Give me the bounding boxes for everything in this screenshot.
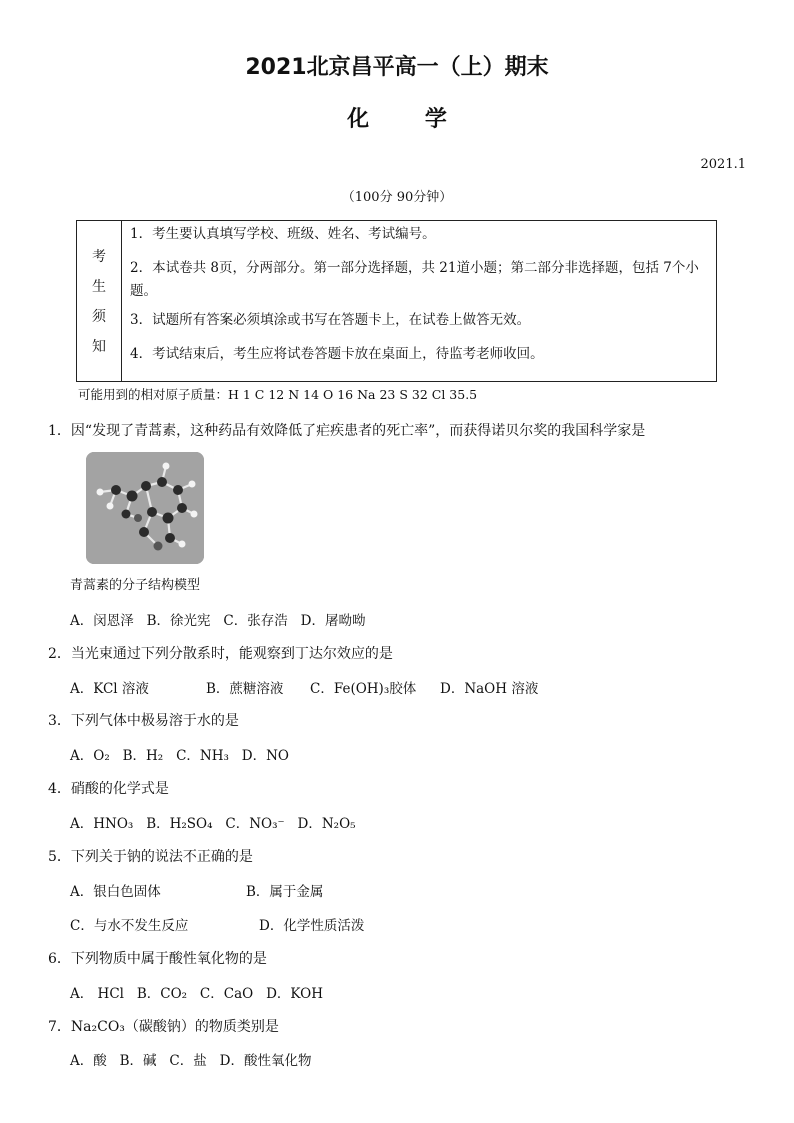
question-1-options: A．闵恩泽 B．徐光宪 C．张存浩 D．屠呦呦 bbox=[70, 613, 366, 629]
notice-item: 3．试题所有答案必须填涂或书写在答题卡上，在试卷上做答无效。 bbox=[130, 312, 531, 328]
notice-label-char: 须 bbox=[92, 309, 106, 325]
question-5-option-a: A．银白色固体 bbox=[70, 884, 161, 900]
subject-char-1: 化 bbox=[347, 107, 370, 132]
question-6-stem: 6．下列物质中属于酸性氧化物的是 bbox=[48, 951, 267, 967]
notice-label-char: 生 bbox=[92, 279, 106, 295]
notice-item: 2．本试卷共 8页，分两部分。第一部分选择题，共 21道小题；第二部分非选择题，包括 7个小题。 bbox=[130, 260, 699, 299]
notice-items bbox=[122, 221, 716, 381]
question-3-options: A．O₂ B．H₂ C．NH₃ D．NO bbox=[70, 748, 289, 764]
notice-item: 4．考试结束后，考生应将试卷答题卡放在桌面上，待监考老师收回。 bbox=[130, 346, 544, 362]
exam-date: 2021.1 bbox=[700, 157, 746, 172]
question-1-stem: 1．因“发现了青蒿素，这种药品有效降低了疟疾患者的死亡率”，而获得诺贝尔奖的我国科学家是 bbox=[48, 423, 646, 439]
molecule-model-drawing bbox=[86, 452, 204, 564]
question-2-option-a: A．KCl 溶液 bbox=[70, 681, 149, 697]
question-2-option-c: C．Fe(OH)₃胶体 bbox=[310, 681, 417, 697]
notice-box bbox=[76, 220, 717, 382]
question-5-option-c: C．与水不发生反应 bbox=[70, 918, 189, 934]
exam-title: 2021北京昌平高一（上）期末 bbox=[245, 55, 549, 80]
question-3-stem: 3．下列气体中极易溶于水的是 bbox=[48, 713, 239, 729]
notice-item: 1．考生要认真填写学校、班级、姓名、考试编号。 bbox=[130, 226, 436, 242]
question-6-options: A． HCl B．CO₂ C．CaO D．KOH bbox=[70, 986, 323, 1002]
question-2-option-d: D．NaOH 溶液 bbox=[440, 681, 539, 697]
notice-label-char: 考 bbox=[92, 249, 106, 265]
question-7-options: A．酸 B．碱 C．盐 D．酸性氧化物 bbox=[70, 1053, 312, 1069]
question-5-option-d: D．化学性质活泼 bbox=[259, 918, 365, 934]
atomic-masses: 可能用到的相对原子质量：H 1 C 12 N 14 O 16 Na 23 S 32 Cl 35.5 bbox=[78, 387, 478, 402]
subject-heading bbox=[0, 102, 794, 133]
subject-char-2: 学 bbox=[424, 107, 447, 132]
question-5-stem: 5．下列关于钠的说法不正确的是 bbox=[48, 849, 253, 865]
question-5-option-b: B．属于金属 bbox=[246, 884, 324, 900]
score-time: （100分 90分钟） bbox=[341, 190, 453, 205]
notice-label-char: 知 bbox=[92, 339, 106, 355]
question-4-stem: 4．硝酸的化学式是 bbox=[48, 781, 169, 797]
molecule-caption: 青蒿素的分子结构模型 bbox=[70, 578, 201, 593]
molecule-model-image bbox=[86, 452, 204, 564]
question-7-stem: 7．Na₂CO₃（碳酸钠）的物质类别是 bbox=[48, 1019, 279, 1035]
question-4-options: A．HNO₃ B．H₂SO₄ C．NO₃⁻ D．N₂O₅ bbox=[70, 816, 356, 832]
question-2-option-b: B．蔗糖溶液 bbox=[206, 681, 284, 697]
question-2-stem: 2．当光束通过下列分散系时，能观察到丁达尔效应的是 bbox=[48, 646, 393, 662]
notice-label bbox=[77, 221, 122, 381]
